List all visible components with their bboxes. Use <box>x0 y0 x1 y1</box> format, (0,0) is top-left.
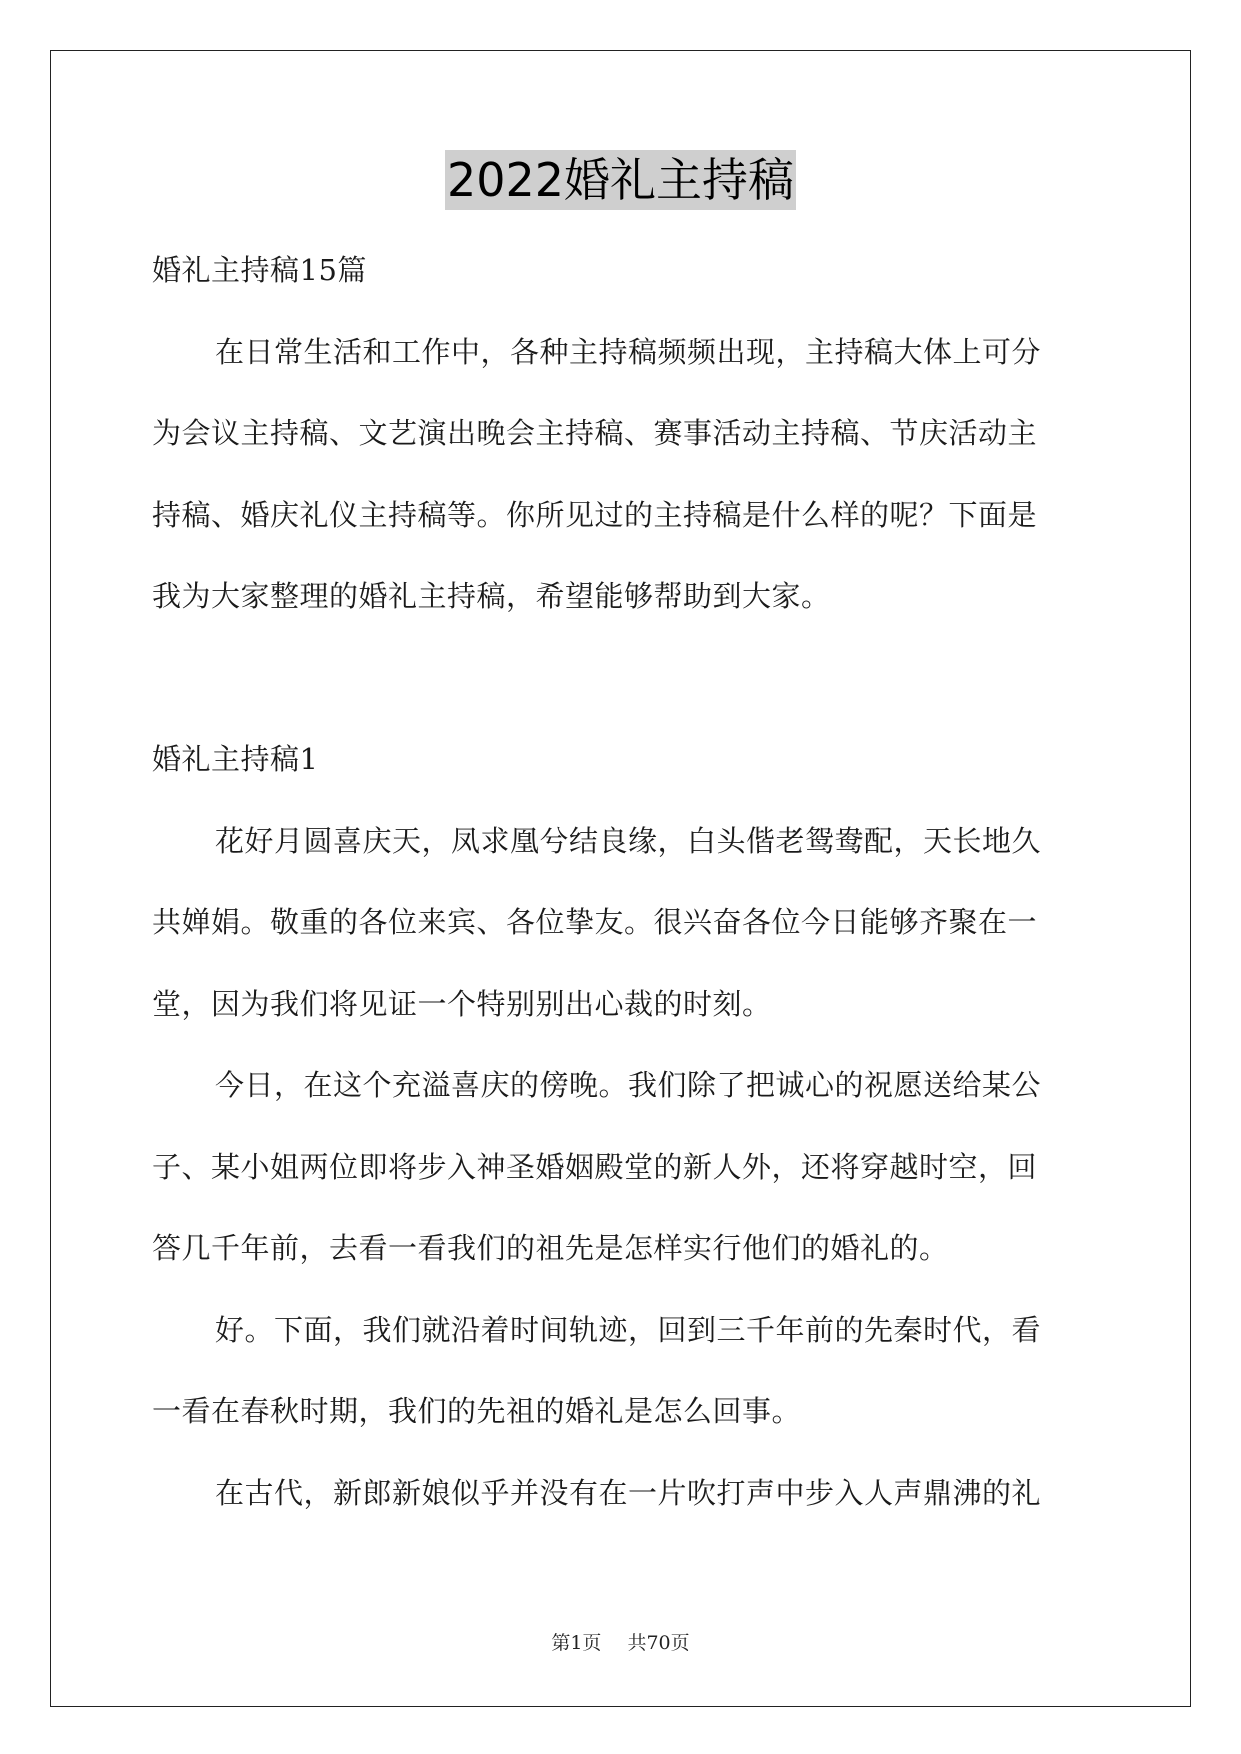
page-footer <box>0 1630 1241 1656</box>
document-title: 2022婚礼主持稿 <box>445 150 796 210</box>
section-heading: 婚礼主持稿15篇 <box>152 253 367 287</box>
paragraph-line: 我为大家整理的婚礼主持稿，希望能够帮助到大家。 <box>152 579 831 613</box>
paragraph-line: 子、某小姐两位即将步入神圣婚姻殿堂的新人外，还将穿越时空，回 <box>152 1149 1038 1184</box>
paragraph-gap <box>152 638 1092 720</box>
paragraph-line: 共婵娟。敬重的各位来宾、各位挚友。很兴奋各位今日能够齐聚在一 <box>152 905 1038 939</box>
paragraph-line: 花好月圆喜庆天，凤求凰兮结良缘，白头偕老鸳鸯配，天长地久 <box>215 823 1042 858</box>
paragraph-line: 今日，在这个充溢喜庆的傍晚。我们除了把诚心的祝愿送给某公 <box>215 1068 1042 1102</box>
paragraph-line: 堂，因为我们将见证一个特别别出心裁的时刻。 <box>152 986 772 1021</box>
paragraph-line: 在日常生活和工作中，各种主持稿频频出现，主持稿大体上可分 <box>215 334 1042 369</box>
paragraph-line: 持稿、婚庆礼仪主持稿等。你所见过的主持稿是什么样的呢？下面是 <box>152 497 1038 532</box>
paragraph-line: 为会议主持稿、文艺演出晚会主持稿、赛事活动主持稿、节庆活动主 <box>152 416 1038 450</box>
paragraph-line: 一看在春秋时期，我们的先祖的婚礼是怎么回事。 <box>152 1394 802 1428</box>
page-total: 共70页 <box>627 1632 690 1654</box>
section-heading: 婚礼主持稿1 <box>152 742 319 776</box>
paragraph-line: 在古代，新郎新娘似乎并没有在一片吹打声中步入人声鼎沸的礼 <box>215 1475 1042 1510</box>
title-area <box>0 150 1241 210</box>
page-number: 第1页 <box>551 1632 602 1654</box>
document-body <box>152 230 1092 1534</box>
paragraph-line: 答几千年前，去看一看我们的祖先是怎样实行他们的婚礼的。 <box>152 1231 949 1265</box>
paragraph-line: 好。下面，我们就沿着时间轨迹，回到三千年前的先秦时代，看 <box>215 1312 1042 1347</box>
